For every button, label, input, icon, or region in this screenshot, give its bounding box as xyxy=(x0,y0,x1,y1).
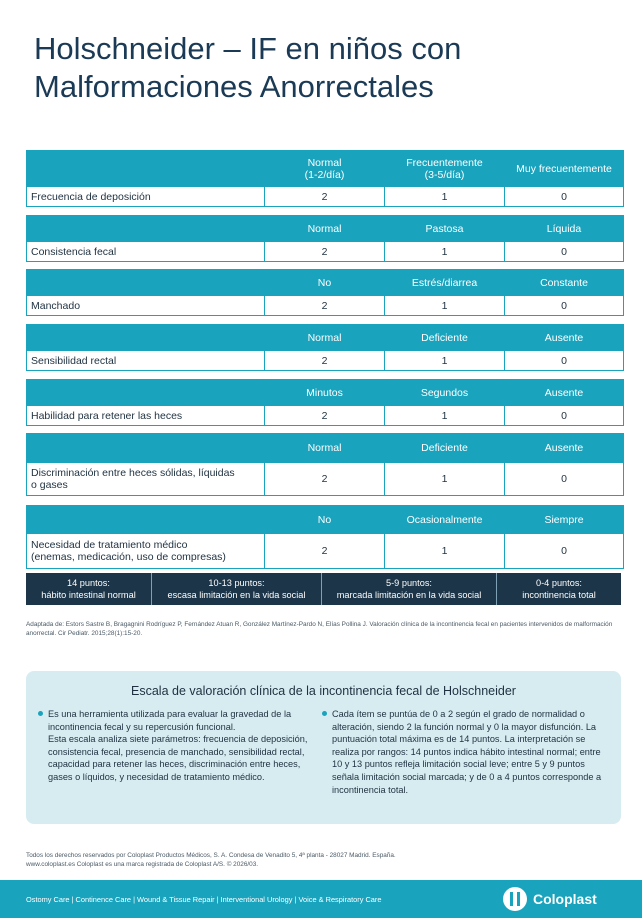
column-header xyxy=(265,151,385,187)
score-value: 2 xyxy=(265,406,385,426)
column-header-label: Deficiente xyxy=(421,331,468,344)
column-header-label: Minutos xyxy=(306,386,343,399)
score-legend xyxy=(26,573,621,605)
score-value: 1 xyxy=(385,296,505,316)
legend-item xyxy=(496,573,621,605)
score-value: 2 xyxy=(265,242,385,262)
column-header-label: Frecuentemente (3-5/día) xyxy=(406,156,483,181)
parameter-label: Sensibilidad rectal xyxy=(27,351,265,371)
column-header-label: Líquida xyxy=(546,222,582,235)
table-header-row xyxy=(27,270,624,296)
score-table xyxy=(26,269,624,316)
column-header xyxy=(505,434,624,463)
info-right-paragraph: Cada ítem se puntúa de 0 a 2 según el grado de normalidad o alteración, siendo 2 la función normal y 0 la mayor disfunción. La puntuación total máxima es de 14 puntos. La interpretación se realiza por rangos: 14 puntos indica hábito intestinal normal; entre 10 y 13 puntos refleja limitación social leve; entre 5 y 9 puntos señala limitación social marcada; y de 0 a 4 puntos corresponde a incontinencia total. xyxy=(332,709,602,795)
column-header xyxy=(385,380,505,406)
column-header-label: Segundos xyxy=(420,386,469,399)
info-left-column xyxy=(48,708,308,784)
header-spacer xyxy=(27,506,265,534)
column-header xyxy=(505,506,624,534)
column-header xyxy=(505,216,624,242)
column-header-label: Ausente xyxy=(544,386,584,399)
score-table xyxy=(26,324,624,371)
table-header-row xyxy=(27,506,624,534)
legend-item xyxy=(151,573,321,605)
legend-desc: incontinencia total xyxy=(522,590,596,600)
score-value: 1 xyxy=(385,187,505,207)
column-header-label: Ocasionalmente xyxy=(406,513,483,526)
score-value: 1 xyxy=(385,463,505,496)
score-value: 1 xyxy=(385,406,505,426)
column-header-label: No xyxy=(317,276,332,289)
bullet-icon xyxy=(322,711,327,716)
column-header-label: Normal (1-2/día) xyxy=(304,156,345,181)
column-header-label: Estrés/diarrea xyxy=(411,276,478,289)
score-value: 0 xyxy=(505,296,624,316)
legend-points: 5-9 puntos: xyxy=(386,578,432,588)
header-spacer xyxy=(27,270,265,296)
coloplast-logo xyxy=(503,887,597,911)
column-header xyxy=(385,216,505,242)
page-title xyxy=(34,30,614,106)
legend-desc: escasa limitación en la vida social xyxy=(167,590,306,600)
parameter-label: Manchado xyxy=(27,296,265,316)
bottom-bar xyxy=(0,880,642,918)
column-header xyxy=(505,270,624,296)
table-header-row xyxy=(27,380,624,406)
parameter-label: Frecuencia de deposición xyxy=(27,187,265,207)
score-value: 2 xyxy=(265,534,385,569)
score-value: 1 xyxy=(385,534,505,569)
coloplast-logo-icon xyxy=(503,887,527,911)
score-value: 2 xyxy=(265,187,385,207)
table-row xyxy=(27,534,624,569)
column-header-label: Constante xyxy=(540,276,588,289)
score-value: 1 xyxy=(385,242,505,262)
score-table xyxy=(26,433,624,496)
column-header xyxy=(265,506,385,534)
table-row xyxy=(27,296,624,316)
column-header-label: Ausente xyxy=(544,331,584,344)
legend-desc: hábito intestinal normal xyxy=(41,590,136,600)
score-table xyxy=(26,505,624,569)
reference-note: Adaptada de: Estors Sastre B, Bragagnini Rodríguez P, Fernández Atuan R, González Martínez-Pardo N, Elías Pollina J. Valoración clínica de la incontinencia fecal en pacientes intervenidos de malformación anorrectal. Cir Pediatr. 2015;28(1):15-20. xyxy=(26,621,613,637)
legend-item xyxy=(26,573,151,605)
score-table xyxy=(26,379,624,426)
score-table xyxy=(26,150,624,207)
column-header-label: Deficiente xyxy=(421,442,468,454)
legend-desc: marcada limitación en la vida social xyxy=(336,590,482,600)
info-box-title: Escala de valoración clínica de la incontinencia fecal de Holschneider xyxy=(131,684,516,698)
score-value: 0 xyxy=(505,463,624,496)
score-value: 2 xyxy=(265,463,385,496)
table-row xyxy=(27,463,624,496)
table-header-row xyxy=(27,434,624,463)
column-header xyxy=(265,270,385,296)
table-header-row xyxy=(27,216,624,242)
column-header xyxy=(385,434,505,463)
column-header-label: Normal xyxy=(307,442,342,454)
score-value: 0 xyxy=(505,406,624,426)
legend-points: 0-4 puntos: xyxy=(536,578,582,588)
column-header xyxy=(505,380,624,406)
coloplast-logo-text: Coloplast xyxy=(533,891,597,907)
header-spacer xyxy=(27,325,265,351)
table-header-row xyxy=(27,151,624,187)
header-spacer xyxy=(27,434,265,463)
column-header-label: Siempre xyxy=(544,513,584,526)
header-spacer xyxy=(27,216,265,242)
score-value: 2 xyxy=(265,296,385,316)
info-left-paragraph-2: Esta escala analiza siete parámetros: frecuencia de deposición, consistencia fecal, presencia de manchado, sensibilidad rectal, capacidad para retener las heces, discriminación entre heces, gases o líquidos, y necesidad de tratamiento médico. xyxy=(48,734,308,782)
column-header-label: Normal xyxy=(307,331,342,344)
legend-item xyxy=(321,573,496,605)
legend-points: 14 puntos: xyxy=(67,578,110,588)
header-spacer xyxy=(27,151,265,187)
table-row xyxy=(27,406,624,426)
parameter-label: Discriminación entre heces sólidas, líquidas o gases xyxy=(27,463,265,496)
column-header xyxy=(265,434,385,463)
column-header xyxy=(265,380,385,406)
column-header xyxy=(505,151,624,187)
title-line-1: Holschneider – IF en niños con xyxy=(34,31,462,66)
column-header-label: Muy frecuentemente xyxy=(516,162,612,175)
score-value: 0 xyxy=(505,534,624,569)
score-table xyxy=(26,215,624,262)
table-row xyxy=(27,242,624,262)
score-value: 0 xyxy=(505,187,624,207)
parameter-label: Necesidad de tratamiento médico (enemas, medicación, uso de compresas) xyxy=(27,534,265,569)
score-value: 2 xyxy=(265,351,385,371)
column-header xyxy=(265,325,385,351)
parameter-label: Consistencia fecal xyxy=(27,242,265,262)
score-value: 1 xyxy=(385,351,505,371)
info-box xyxy=(26,671,621,824)
column-header-label: Pastosa xyxy=(425,222,464,235)
column-header xyxy=(385,506,505,534)
table-row xyxy=(27,351,624,371)
info-right-column xyxy=(332,708,602,796)
header-spacer xyxy=(27,380,265,406)
column-header xyxy=(265,216,385,242)
column-header xyxy=(385,325,505,351)
table-row xyxy=(27,187,624,207)
score-value: 0 xyxy=(505,242,624,262)
business-areas: Ostomy Care | Continence Care | Wound & Tissue Repair | Interventional Urology | Voice & Respiratory Care xyxy=(26,895,382,904)
score-value: 0 xyxy=(505,351,624,371)
footer-trademark: www.coloplast.es Coloplast es una marca registrada de Coloplast A/S. © 2026/03. xyxy=(26,861,259,868)
title-line-2: Malformaciones Anorrectales xyxy=(34,69,434,104)
info-left-paragraph-1: Es una herramienta utilizada para evaluar la gravedad de la incontinencia fecal y su repercusión funcional. xyxy=(48,709,292,732)
parameter-label: Habilidad para retener las heces xyxy=(27,406,265,426)
column-header-label: Normal xyxy=(307,222,342,235)
legend-points: 10-13 puntos: xyxy=(208,578,265,588)
table-header-row xyxy=(27,325,624,351)
column-header xyxy=(505,325,624,351)
bullet-icon xyxy=(38,711,43,716)
column-header xyxy=(385,270,505,296)
column-header-label: No xyxy=(317,513,332,526)
column-header xyxy=(385,151,505,187)
column-header-label: Ausente xyxy=(544,442,584,454)
footer-legal xyxy=(26,851,621,869)
footer-rights: Todos los derechos reservados por Coloplast Productos Médicos, S. A. Condesa de Venadito 5, 4ª planta - 28027 Madrid. España. xyxy=(26,852,396,859)
